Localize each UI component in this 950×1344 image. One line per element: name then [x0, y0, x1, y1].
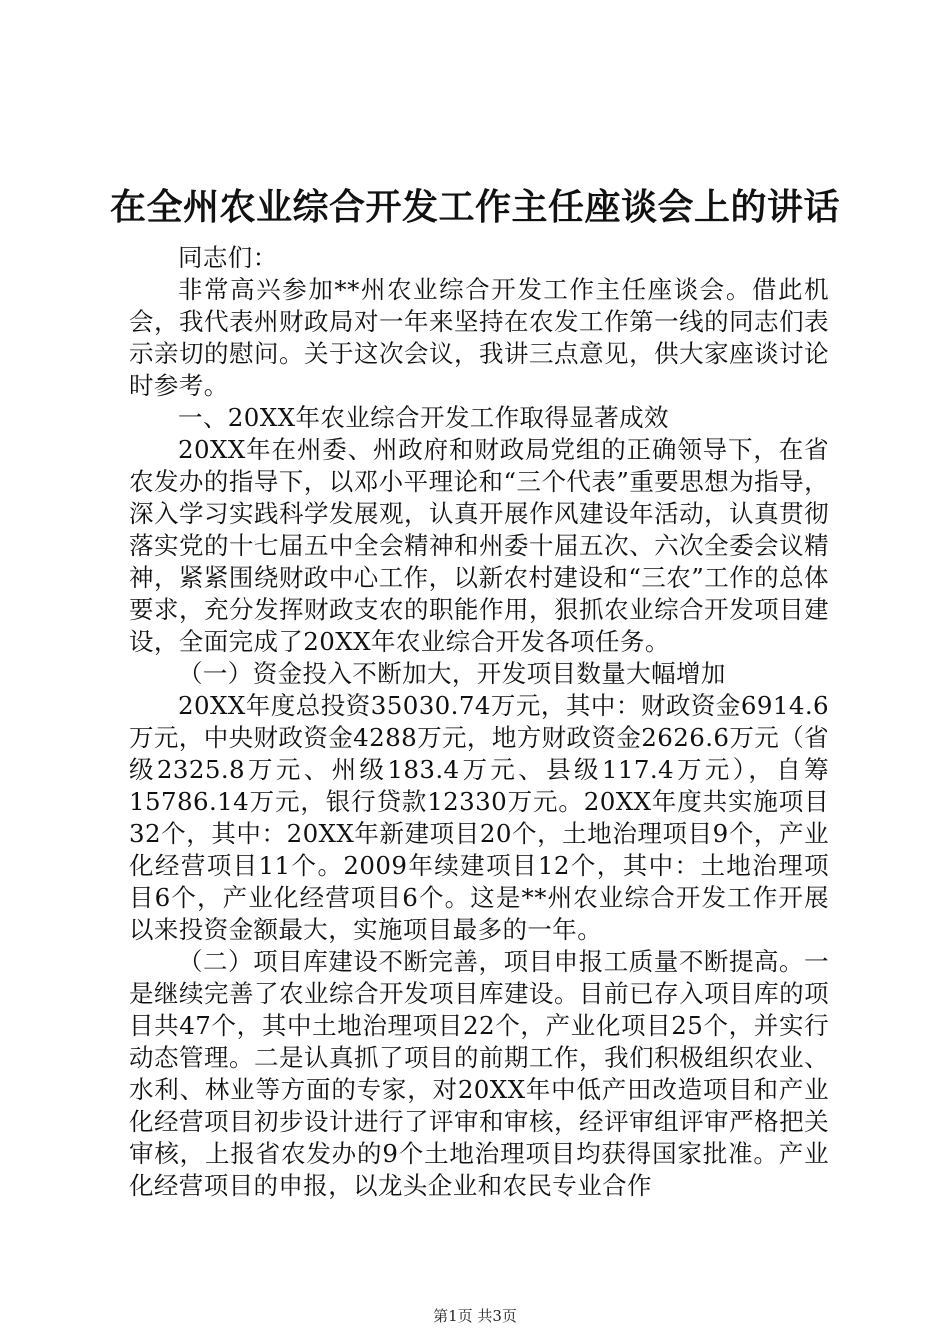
section-heading-1: 一、20XX年农业综合开发工作取得显著成效 — [178, 403, 669, 432]
project-library-paragraph: （二）项目库建设不断完善，项目申报工质量不断提高。一是继续完善了农业综合开发项目库建设。目前已存入项目库的项目共47个，其中土地治理项目22个，产业化项目25个，并实行动态管理。二是认真抓了项目的前期工作，我们积极组织农业、水利、林业等方面的专家，对20XX年中低产田改造项目和产业化经营项目初步设计进行了评审和审核，经评审组评审严格把关审核，上报省农发办的9个土地治理项目均获得国家批准。产业化经营项目的申报，以龙头企业和农民专业合作 — [129, 947, 829, 1200]
opening-paragraph: 非常高兴参加**州农业综合开发工作主任座谈会。借此机会，我代表州财政局对一年来坚持在农发工作第一线的同志们表示亲切的慰问。关于这次会议，我讲三点意见，供大家座谈讨论时参考。 — [129, 275, 829, 400]
document-body — [129, 242, 829, 1202]
document-title: 在全州农业综合开发工作主任座谈会上的讲话 — [109, 187, 840, 228]
investment-paragraph: 20XX年度总投资35030.74万元，其中：财政资金6914.6万元，中央财政资金4288万元，地方财政资金2626.6万元（省级2325.8万元、州级183.4万元、县级117.4万元），自筹15786.14万元，银行贷款12330万元。20XX年度共实施项目32个，其中：20XX年新建项目20个，土地治理项目9个，产业化经营项目11个。2009年续建项目12个，其中：土地治理项目6个，产业化经营项目6个。这是**州农业综合开发工作开展以来投资金额最大，实施项目最多的一年。 — [129, 691, 829, 944]
achievement-paragraph: 20XX年在州委、州政府和财政局党组的正确领导下，在省农发办的指导下，以邓小平理论和“三个代表”重要思想为指导，深入学习实践科学发展观，认真开展作风建设年活动，认真贯彻落实党的十七届五中全会精神和州委十届五次、六次全委会议精神，紧紧围绕财政中心工作，以新农村建设和“三农”工作的总体要求，充分发挥财政支农的职能作用，狠抓农业综合开发项目建设，全面完成了20XX年农业综合开发各项任务。 — [129, 435, 829, 656]
salutation-paragraph: 同志们： — [178, 243, 278, 272]
page-footer: 第1页 共3页 — [433, 1307, 517, 1325]
subsection-heading-1: （一）资金投入不断加大，开发项目数量大幅增加 — [178, 659, 726, 688]
